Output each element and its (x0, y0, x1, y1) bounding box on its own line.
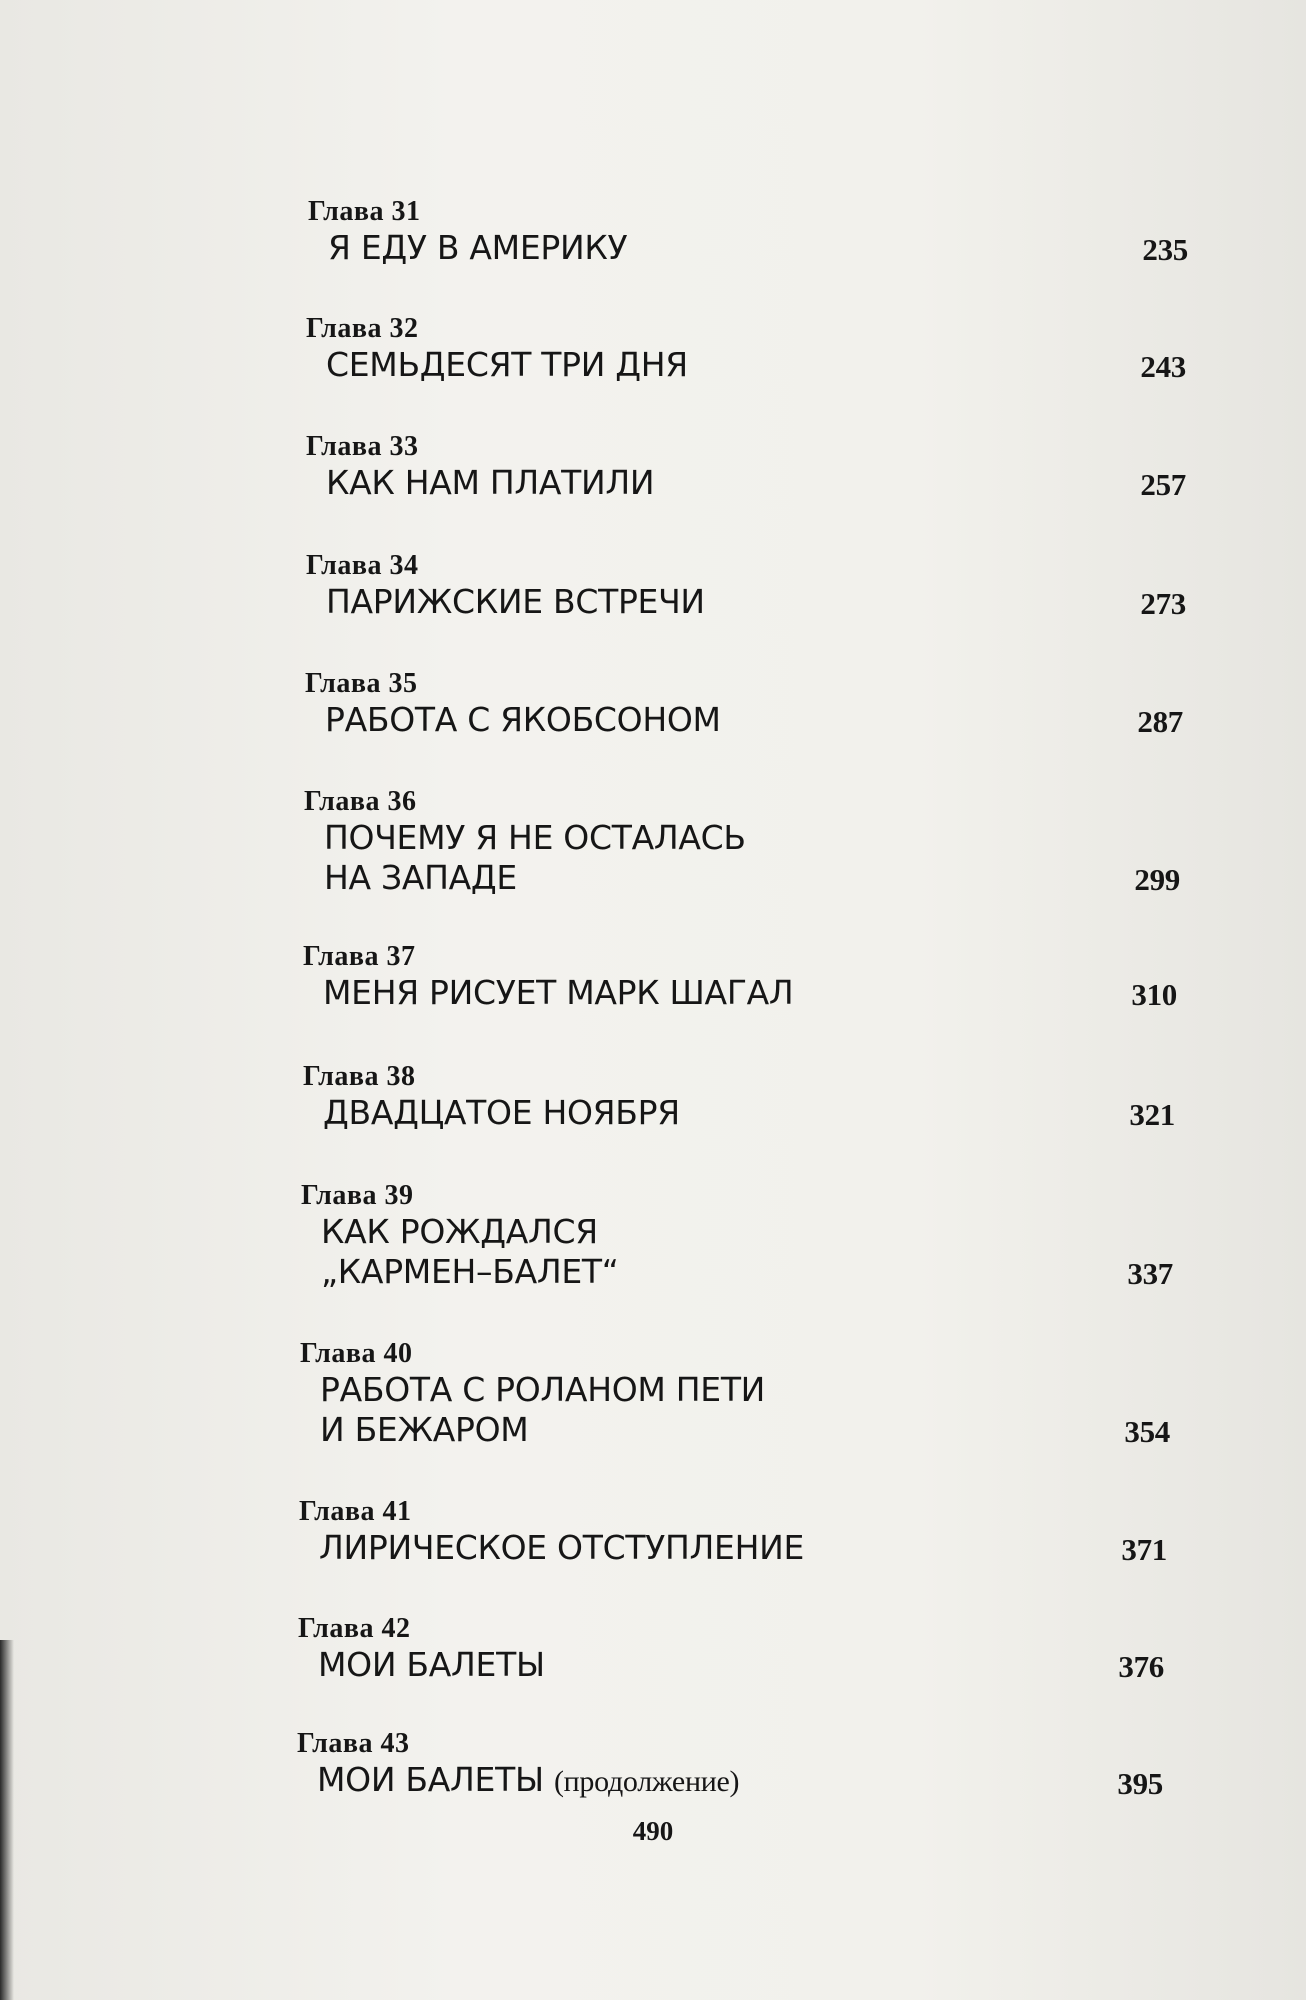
chapter-title-line (317, 1760, 1163, 1802)
chapter-label: Глава 33 (306, 431, 419, 462)
chapter-label: Глава 35 (305, 668, 418, 699)
chapter-title (320, 1370, 1170, 1450)
chapter-title-line: ПОЧЕМУ Я НЕ ОСТАЛАСЬ (324, 818, 746, 857)
chapter-title (326, 582, 1186, 622)
chapter-page-number: 257 (1140, 467, 1186, 502)
chapter-title-line: ДВАДЦАТОЕ НОЯБРЯ (323, 1093, 680, 1132)
toc-entry (306, 550, 1186, 622)
chapter-label: Глава 38 (303, 1061, 416, 1092)
chapter-title (326, 345, 1186, 385)
chapter-title (323, 1093, 1175, 1133)
chapter-label: Глава 37 (303, 941, 416, 972)
chapter-title-line: ЛИРИЧЕСКОЕ ОТСТУПЛЕНИЕ (319, 1528, 805, 1567)
chapter-title-note: (продолжение) (553, 1765, 740, 1798)
chapter-title (318, 1645, 1164, 1685)
chapter-title (317, 1760, 1163, 1802)
chapter-label: Глава 39 (301, 1180, 414, 1211)
chapter-page-number: 376 (1118, 1649, 1164, 1684)
toc-entry (303, 941, 1177, 1013)
chapter-page-number: 371 (1121, 1532, 1167, 1567)
toc-entry (305, 668, 1183, 740)
chapter-title (319, 1528, 1167, 1568)
toc-entry (300, 1338, 1170, 1450)
chapter-title-line: РАБОТА С РОЛАНОМ ПЕТИ (320, 1370, 766, 1409)
chapter-title (323, 973, 1177, 1013)
chapter-label: Глава 31 (308, 196, 421, 227)
chapter-page-number: 243 (1140, 349, 1186, 384)
chapter-page-number: 287 (1137, 704, 1183, 739)
toc-entry (301, 1180, 1173, 1292)
chapter-label: Глава 36 (304, 786, 417, 817)
chapter-title-text: МОИ БАЛЕТЫ (317, 1760, 544, 1799)
chapter-page-number: 395 (1117, 1766, 1163, 1801)
chapter-title-line: СЕМЬДЕСЯТ ТРИ ДНЯ (326, 345, 688, 384)
chapter-title (325, 700, 1183, 740)
chapter-title-line: Я ЕДУ В АМЕРИКУ (328, 228, 628, 267)
chapter-title-line: И БЕЖАРОМ (320, 1410, 529, 1449)
chapter-title-line: МЕНЯ РИСУЕТ МАРК ШАГАЛ (323, 973, 794, 1012)
chapter-page-number: 337 (1127, 1256, 1173, 1291)
toc-entry (298, 1613, 1164, 1685)
chapter-title-line: НА ЗАПАДЕ (324, 858, 517, 897)
chapter-title (324, 818, 1180, 898)
chapter-title-line: КАК РОЖДАЛСЯ (321, 1212, 598, 1251)
chapter-label: Глава 34 (306, 550, 419, 581)
chapter-label: Глава 43 (297, 1728, 410, 1759)
toc-entry (306, 431, 1186, 503)
toc-entry (299, 1496, 1167, 1568)
chapter-title (328, 228, 1188, 268)
chapter-title-line: МОИ БАЛЕТЫ (318, 1645, 545, 1684)
chapter-title-line: РАБОТА С ЯКОБСОНОМ (325, 700, 721, 739)
toc-entry (304, 786, 1180, 898)
toc-entry (306, 313, 1186, 385)
chapter-page-number: 354 (1124, 1414, 1170, 1449)
chapter-page-number: 299 (1134, 862, 1180, 897)
chapter-page-number: 273 (1140, 586, 1186, 621)
page-number-folio: 490 (632, 1816, 674, 1846)
toc-entry (297, 1728, 1163, 1802)
toc-entry (308, 196, 1188, 268)
chapter-label: Глава 32 (306, 313, 419, 344)
chapter-page-number: 235 (1142, 232, 1188, 267)
chapter-title-line: ПАРИЖСКИЕ ВСТРЕЧИ (326, 582, 705, 621)
chapter-label: Глава 41 (299, 1496, 412, 1527)
chapter-page-number: 310 (1131, 977, 1177, 1012)
toc-entry (303, 1061, 1175, 1133)
chapter-page-number: 321 (1129, 1097, 1175, 1132)
chapter-title-line: КАК НАМ ПЛАТИЛИ (326, 463, 655, 502)
chapter-title (326, 463, 1186, 503)
chapter-label: Глава 42 (298, 1613, 411, 1644)
chapter-label: Глава 40 (300, 1338, 413, 1369)
chapter-title-line: „КАРМЕН–БАЛЕТ“ (321, 1252, 619, 1291)
chapter-title (321, 1212, 1173, 1292)
